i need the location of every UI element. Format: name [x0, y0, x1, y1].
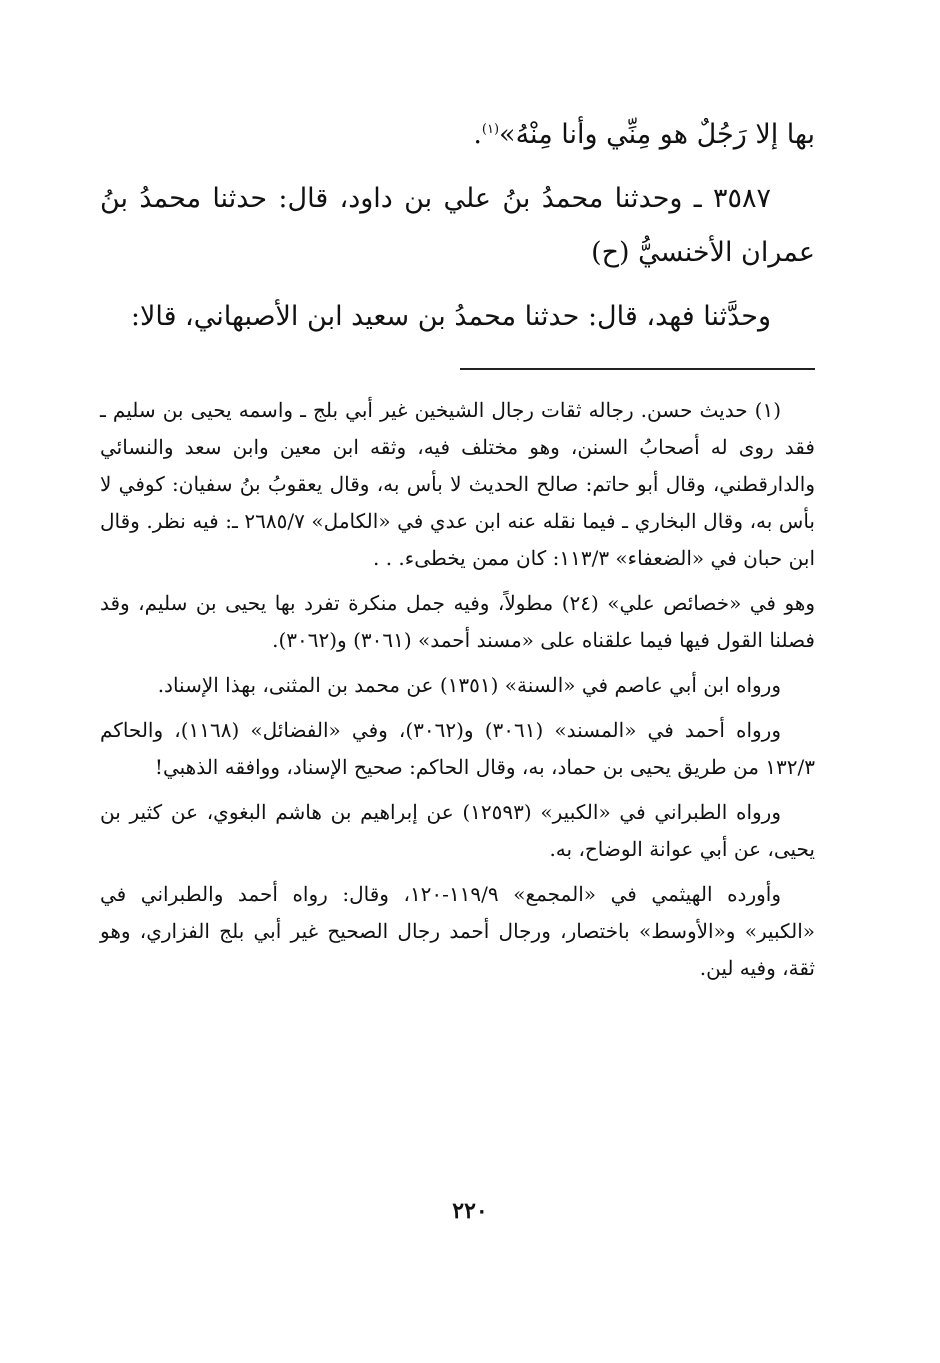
main-paragraph: وحدَّثنا فهد، قال: حدثنا محمدُ بن سعيد ابن الأصبهاني، قالا: — [130, 301, 771, 332]
main-paragraph: ٣٥٨٧ ـ وحدثنا محمدُ بنُ علي بن داود، قال: حدثنا محمدُ بنُ عمران الأخنسيُّ (ح) — [100, 183, 815, 268]
footnote-paragraph: وأورده الهيثمي في «المجمع» ١١٩/٩-١٢٠، وقال: رواه أحمد والطبراني في «الكبير» و«الأوسط» باختصار، ورجال أحمد رجال الصحيح غير أبي بلج الفزاري، وهو ثقة، وفيه لين. — [100, 882, 815, 980]
main-paragraph: بها إلا رَجُلٌ هو مِنِّي وأنا مِنْهُ»$^{(١)}$. — [473, 119, 815, 150]
footnotes — [100, 392, 815, 995]
footnote-separator — [460, 368, 815, 370]
main-text — [100, 108, 815, 354]
footnote-paragraph: ورواه الطبراني في «الكبير» (١٢٥٩٣) عن إبراهيم بن هاشم البغوي، عن كثير بن يحيى، عن أبي عوانة الوضاح، به. — [100, 800, 815, 861]
footnote-marker: (١) — [481, 122, 500, 137]
page-number: ٢٢٠ — [452, 1198, 488, 1224]
footnote-paragraph: (١) حديث حسن. رجاله ثقات رجال الشيخين غير أبي بلج ـ واسمه يحيى بن سليم ـ فقد روى له أصحابُ السنن، وهو مختلف فيه، وثقه ابن معين وابن سعد والنسائي والدارقطني، وقال أبو حاتم: صالح الحديث لا بأس به، وقال يعقوبُ بنُ سفيان: كوفي لا بأس به، وقال البخاري ـ فيما نقله عنه ابن عدي في «الكامل» ٢٦٨٥/٧ ـ: فيه نظر. وقال ابن حبان في «الضعفاء» ١١٣/٣: كان ممن يخطىء. . . — [100, 398, 815, 570]
footnote-paragraph: ورواه ابن أبي عاصم في «السنة» (١٣٥١) عن محمد بن المثنى، بهذا الإسناد. — [157, 673, 781, 697]
footnote-paragraph: وهو في «خصائص علي» (٢٤) مطولاً، وفيه جمل منكرة تفرد بها يحيى بن سليم، وقد فصلنا القول فيها فيما علقناه على «مسند أحمد» (٣٠٦١) و(٣٠٦٢). — [100, 591, 815, 652]
footnote-paragraph: ورواه أحمد في «المسند» (٣٠٦١) و(٣٠٦٢)، وفي «الفضائل» (١١٦٨)، والحاكم ١٣٢/٣ من طريق يحيى بن حماد، به، وقال الحاكم: صحيح الإسناد، ووافقه الذهبي! — [100, 718, 815, 779]
